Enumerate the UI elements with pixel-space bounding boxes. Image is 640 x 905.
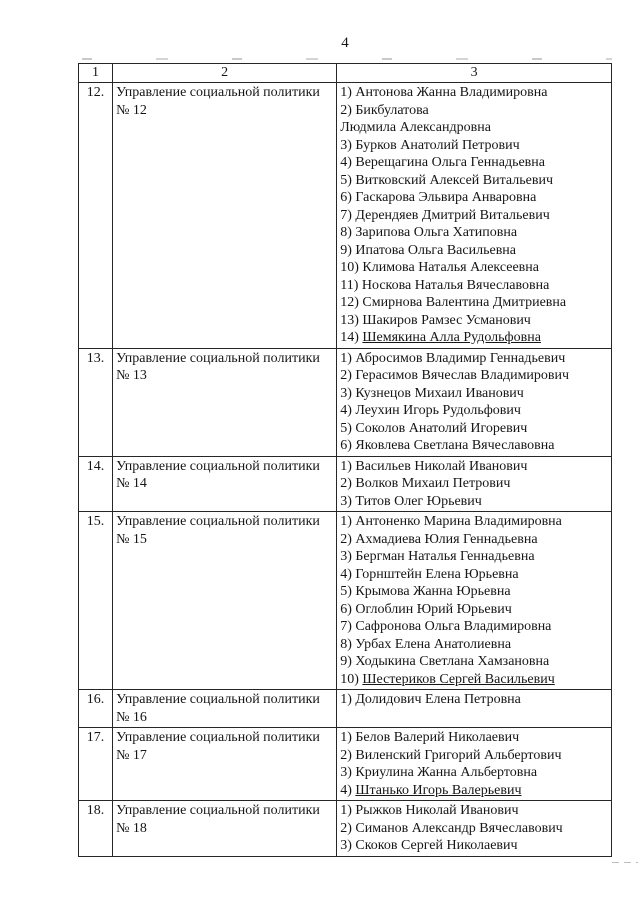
text-line: 12) Смирнова Валентина Дмитриевна: [340, 295, 567, 310]
text-line: 9) Ходыкина Светлана Хамзановна: [340, 654, 550, 669]
text-line: Управление социальной политики: [116, 803, 320, 818]
text-line: Людмила Александровна: [340, 120, 491, 135]
text-line: 6) Яковлева Светлана Вячеславовна: [340, 438, 555, 453]
text-line: 3) Криулина Жанна Альбертовна: [340, 765, 538, 780]
page-number: 4: [341, 35, 349, 51]
column-header-1: 1: [79, 64, 113, 83]
scan-artifact: [82, 58, 612, 60]
department-cell: [113, 690, 337, 728]
text-line: 5) Витковский Алексей Витальевич: [340, 172, 553, 188]
text-line: № 16: [116, 709, 147, 725]
table-header-row: [79, 64, 612, 83]
row-number-cell: 13.: [79, 348, 113, 456]
text-line: 14) Шемякина Алла Рудольфовна: [340, 330, 541, 345]
text-line: Управление социальной политики: [116, 350, 320, 366]
text-line: 2) Ахмадиева Юлия Геннадьевна: [340, 531, 538, 547]
department-cell: [113, 801, 337, 857]
text-line: 1) Васильев Николай Иванович: [340, 458, 528, 474]
text-line: 1) Долидович Елена Петровна: [340, 692, 521, 707]
text-line: № 12: [116, 102, 147, 118]
text-line: 4) Штанько Игорь Валерьевич: [340, 782, 522, 798]
text-line: Управление социальной политики: [116, 730, 320, 745]
text-line: № 18: [116, 820, 147, 836]
text-line: 5) Соколов Анатолий Игоревич: [340, 420, 528, 436]
row-number-cell: 12.: [79, 83, 113, 349]
department-cell: [113, 512, 337, 690]
names-cell: [337, 456, 612, 512]
text-line: 3) Бурков Анатолий Петрович: [340, 137, 520, 153]
text-line: Управление социальной политики: [116, 85, 320, 100]
text-line: 8) Зарипова Ольга Хатиповна: [340, 225, 518, 240]
row-number-cell: 14.: [79, 456, 113, 512]
table-row: [79, 690, 612, 728]
table-row: [79, 801, 612, 857]
column-header-2: 2: [113, 64, 337, 83]
text-line: № 17: [116, 747, 147, 763]
table-row: [79, 512, 612, 690]
text-line: 9) Ипатова Ольга Васильевна: [340, 242, 517, 258]
department-cell: [113, 456, 337, 512]
text-line: 1) Абросимов Владимир Геннадьевич: [340, 350, 566, 366]
text-line: 2) Герасимов Вячеслав Владимирович: [340, 368, 570, 383]
text-line: 4) Горнштейн Елена Юрьевна: [340, 566, 519, 582]
text-line: 7) Дерендяев Дмитрий Витальевич: [340, 207, 550, 223]
text-line: 1) Антонова Жанна Владимировна: [340, 85, 548, 100]
row-number-cell: 17.: [79, 728, 113, 801]
text-line: № 13: [116, 368, 147, 383]
text-line: 6) Гаскарова Эльвира Анваровна: [340, 190, 537, 205]
department-cell: [113, 728, 337, 801]
text-line: 7) Сафронова Ольга Владимировна: [340, 619, 552, 634]
row-number-cell: 16.: [79, 690, 113, 728]
text-line: № 14: [116, 476, 147, 491]
text-line: 2) Волков Михаил Петрович: [340, 476, 511, 491]
names-cell: [337, 348, 612, 456]
row-number-cell: 18.: [79, 801, 113, 857]
text-line: 2) Бикбулатова: [340, 102, 429, 118]
text-line: Управление социальной политики: [116, 692, 320, 707]
text-line: Управление социальной политики: [116, 514, 320, 529]
text-line: 11) Носкова Наталья Вячеславовна: [340, 277, 550, 293]
text-line: 5) Крымова Жанна Юрьевна: [340, 584, 511, 599]
department-cell: [113, 83, 337, 349]
department-cell: [113, 348, 337, 456]
text-line: 2) Симанов Александр Вячеславович: [340, 820, 563, 836]
text-line: 3) Скоков Сергей Николаевич: [340, 838, 518, 853]
names-cell: [337, 512, 612, 690]
names-cell: [337, 801, 612, 857]
table-row: [79, 83, 612, 349]
text-line: 8) Урбах Елена Анатолиевна: [340, 636, 512, 652]
text-line: 3) Титов Олег Юрьевич: [340, 493, 482, 509]
departments-table: [78, 63, 612, 857]
names-cell: [337, 690, 612, 728]
table-row: [79, 348, 612, 456]
text-line: 10) Климова Наталья Алексеевна: [340, 260, 539, 275]
text-line: 1) Рыжков Николай Иванович: [340, 803, 519, 818]
column-header-3: 3: [337, 64, 612, 83]
table-row: [79, 456, 612, 512]
text-line: 3) Бергман Наталья Геннадьевна: [340, 549, 535, 564]
text-line: 2) Виленский Григорий Альбертович: [340, 747, 562, 763]
table-row: [79, 728, 612, 801]
text-line: 4) Верещагина Ольга Геннадьевна: [340, 155, 545, 170]
text-line: 4) Леухин Игорь Рудольфович: [340, 403, 521, 418]
text-line: Управление социальной политики: [116, 458, 320, 474]
scan-artifact: [612, 862, 638, 863]
text-line: № 15: [116, 531, 147, 547]
names-cell: [337, 83, 612, 349]
text-line: 6) Оглоблин Юрий Юрьевич: [340, 601, 512, 617]
text-line: 13) Шакиров Рамзес Усманович: [340, 312, 531, 328]
text-line: 10) Шестериков Сергей Васильевич: [340, 671, 555, 687]
text-line: 3) Кузнецов Михаил Иванович: [340, 385, 524, 401]
text-line: 1) Антоненко Марина Владимировна: [340, 514, 562, 529]
names-cell: [337, 728, 612, 801]
text-line: 1) Белов Валерий Николаевич: [340, 730, 520, 745]
row-number-cell: 15.: [79, 512, 113, 690]
